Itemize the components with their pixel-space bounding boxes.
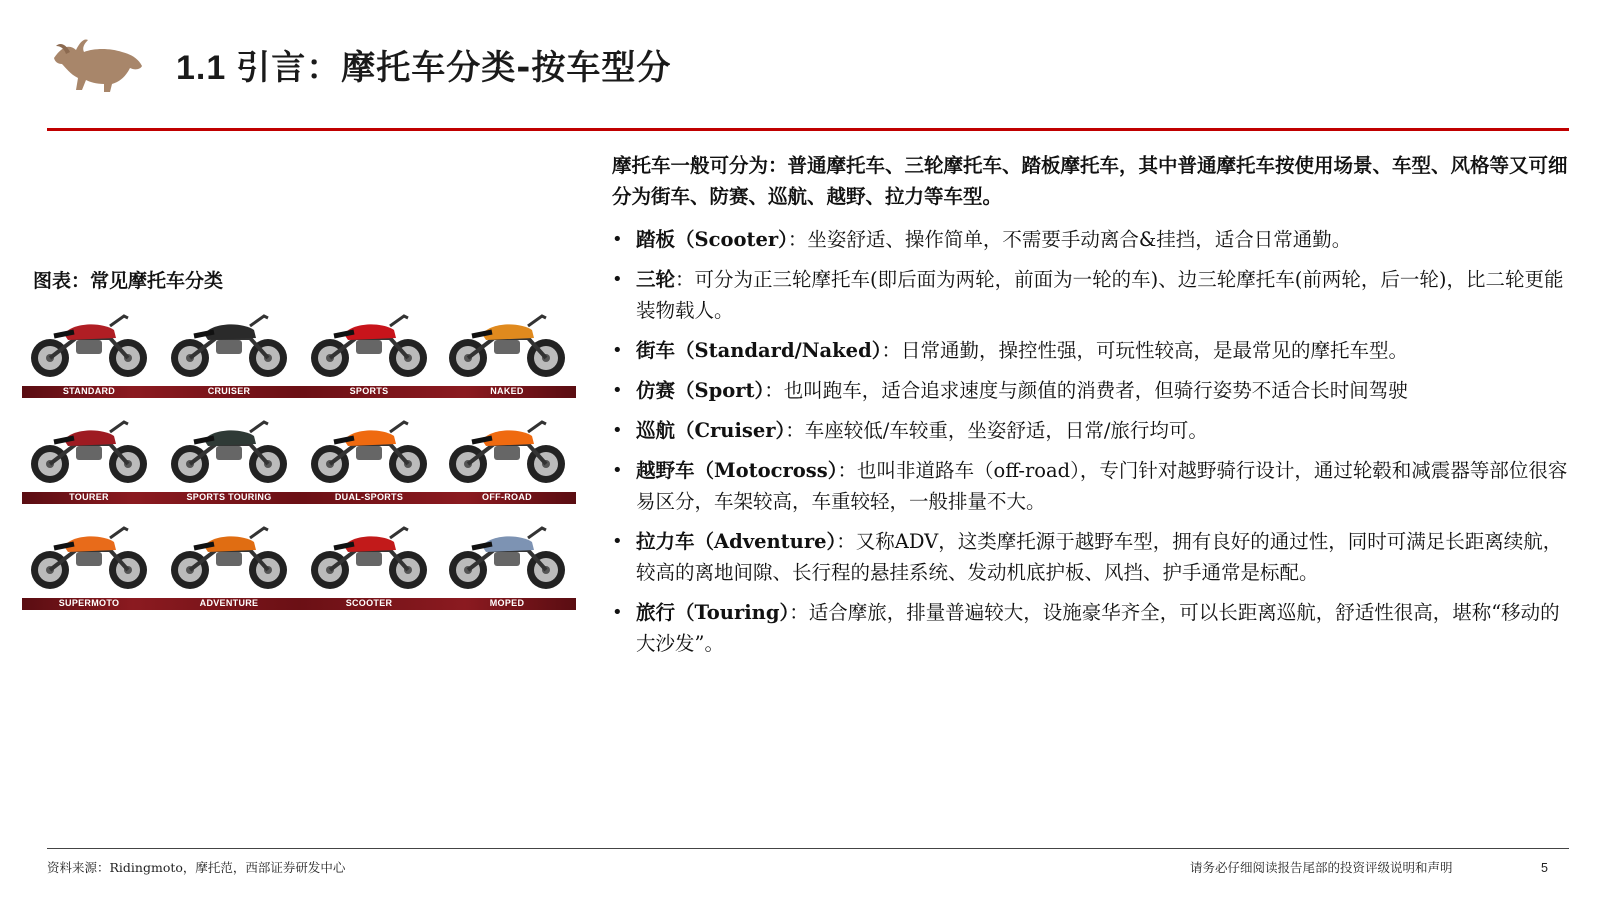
motorcycle-card [300, 512, 438, 612]
motorcycle-label: STANDARD [62, 386, 116, 396]
bullet-term: 越野车（Motocross） [636, 459, 838, 482]
source-note: 资料来源：Ridingmoto，摩托范，西部证券研发中心 [47, 860, 346, 875]
bullet-item [608, 224, 1578, 255]
bullet-text: ：也叫非道路车（off-road），专门针对越野骑行设计，通过轮毂和减震器等部位很容易区分，车架较高，车重较轻，一般排量不大。 [636, 459, 1568, 513]
motorcycle-label: MOPED [489, 598, 525, 608]
bullet-item [608, 415, 1578, 446]
motorcycle-icon [164, 304, 294, 382]
motorcycle-icon [304, 516, 434, 594]
bullet-text: ：适合摩旅，排量普遍较大，设施豪华齐全，可以长距离巡航，舒适性很高，堪称“移动的大沙发”。 [636, 601, 1560, 655]
disclaimer-note: 请务必仔细阅读报告尾部的投资评级说明和声明 [1190, 860, 1453, 875]
motorcycle-row [18, 512, 580, 612]
section-title: 引言：摩托车分类-按车型分 [236, 48, 672, 88]
bullet-list [608, 224, 1578, 668]
intro-paragraph: 摩托车一般可分为：普通摩托车、三轮摩托车、踏板摩托车，其中普通摩托车按使用场景、车型、风格等又可细分为街车、防赛、巡航、越野、拉力等车型。 [612, 154, 1568, 208]
motorcycle-card [20, 300, 158, 400]
bullet-term: 拉力车（Adventure） [636, 530, 837, 553]
motorcycle-icon [24, 304, 154, 382]
motorcycle-label: SUPERMOTO [58, 598, 120, 608]
motorcycle-label: SPORTS TOURING [186, 492, 272, 502]
bullet-text: ：也叫跑车，适合追求速度与颜值的消费者，但骑行姿势不适合长时间驾驶 [764, 379, 1408, 402]
motorcycle-label: OFF-ROAD [482, 492, 532, 502]
page-number: 5 [1541, 861, 1548, 875]
bullet-text: ：日常通勤，操控性强，可玩性较高，是最常见的摩托车型。 [881, 339, 1408, 362]
motorcycle-label: DUAL-SPORTS [334, 492, 404, 502]
motorcycle-icon [442, 304, 572, 382]
bullet-term: 街车（Standard/Naked） [636, 339, 882, 362]
section-number: 1.1 [176, 49, 227, 87]
bullet-item [608, 375, 1578, 406]
bullet-dot: • [612, 460, 623, 481]
bullet-text: ：又称ADV，这类摩托源于越野车型，拥有良好的通过性，同时可满足长距离续航，较高的离地间隙、长行程的悬挂系统、发动机底护板、风挡、护手通常是标配。 [636, 530, 1563, 584]
page-title [176, 40, 671, 89]
motorcycle-icon [442, 516, 572, 594]
bullet-item [608, 264, 1578, 326]
motorcycle-label: SCOOTER [345, 598, 393, 608]
motorcycle-grid [18, 300, 580, 614]
bullet-text: ：坐姿舒适、操作简单，不需要手动离合&挂挡，适合日常通勤。 [787, 228, 1352, 251]
motorcycle-card [160, 512, 298, 612]
motorcycle-row [18, 406, 580, 506]
bullet-term: 踏板（Scooter） [636, 228, 788, 251]
bullet-text: ：可分为正三轮摩托车(即后面为两轮，前面为一轮的车)、边三轮摩托车(前两轮，后一轮)，比二轮更能装物载人。 [636, 268, 1564, 322]
bullet-term: 三轮 [636, 268, 676, 291]
footer-divider [47, 848, 1569, 849]
header-divider [47, 128, 1569, 131]
motorcycle-card [300, 406, 438, 506]
bullet-term: 旅行（Touring） [636, 601, 790, 624]
motorcycle-card [438, 512, 576, 612]
bullet-text: ：车座较低/车较重，坐姿舒适，日常/旅行均可。 [785, 419, 1208, 442]
motorcycle-icon [164, 410, 294, 488]
bull-logo-icon [50, 36, 145, 94]
motorcycle-label: CRUISER [207, 386, 251, 396]
bullet-term: 巡航（Cruiser） [636, 419, 786, 442]
motorcycle-icon [24, 516, 154, 594]
motorcycle-row [18, 300, 580, 400]
motorcycle-card [20, 512, 158, 612]
motorcycle-label: NAKED [490, 386, 524, 396]
motorcycle-icon [304, 410, 434, 488]
bullet-dot: • [612, 340, 623, 361]
motorcycle-label: TOURER [69, 492, 109, 502]
bullet-item [608, 455, 1578, 517]
bullet-dot: • [612, 531, 623, 552]
motorcycle-label: SPORTS [349, 386, 389, 396]
bull-logo [50, 36, 145, 94]
motorcycle-icon [304, 304, 434, 382]
bullet-item [608, 597, 1578, 659]
bullet-item [608, 526, 1578, 588]
bullet-dot: • [612, 229, 623, 250]
motorcycle-card [160, 406, 298, 506]
bullet-item [608, 335, 1578, 366]
motorcycle-icon [442, 410, 572, 488]
bullet-dot: • [612, 420, 623, 441]
motorcycle-icon [24, 410, 154, 488]
motorcycle-icon [164, 516, 294, 594]
bullet-term: 仿赛（Sport） [636, 379, 765, 402]
bullet-dot: • [612, 269, 623, 290]
motorcycle-card [20, 406, 158, 506]
motorcycle-card [300, 300, 438, 400]
motorcycle-card [438, 406, 576, 506]
motorcycle-label: ADVENTURE [199, 598, 259, 608]
bullet-dot: • [612, 602, 623, 623]
bullet-dot: • [612, 380, 623, 401]
motorcycle-card [160, 300, 298, 400]
figure-caption: 图表：常见摩托车分类 [33, 270, 224, 292]
motorcycle-card [438, 300, 576, 400]
